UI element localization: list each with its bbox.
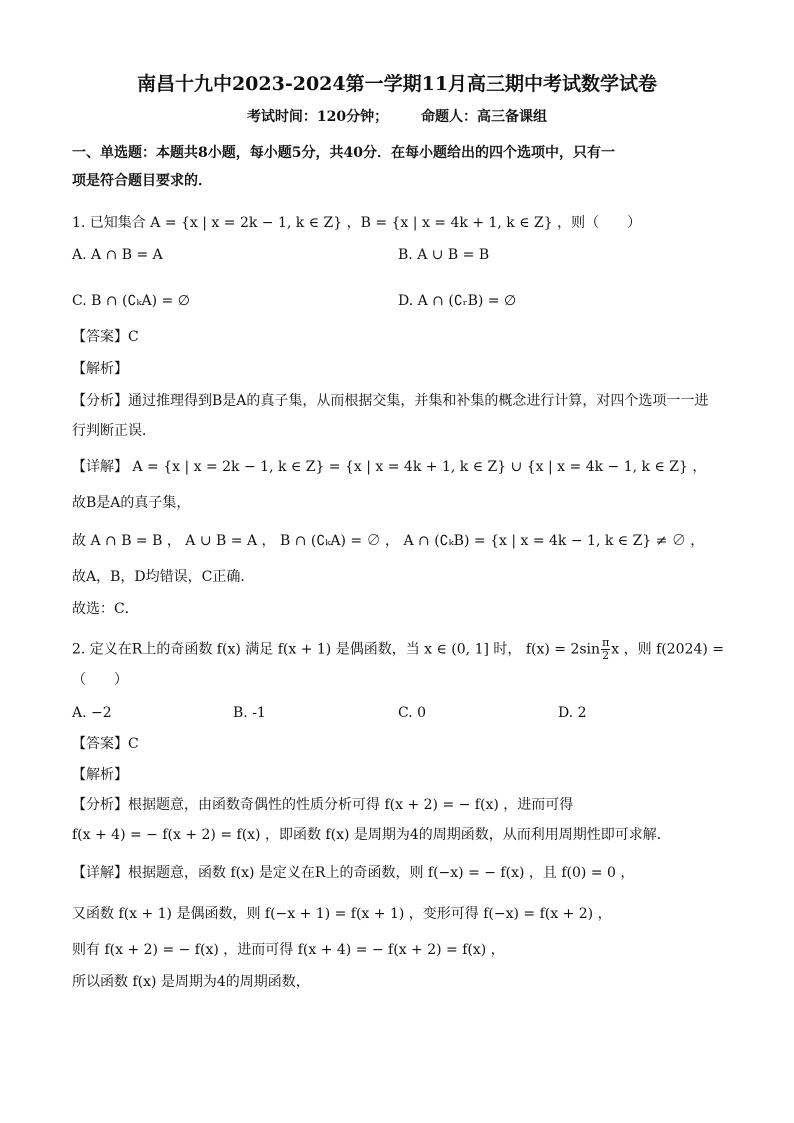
q2-detail-line2: 又函数 f(x + 1) 是偶函数，则 f(−x + 1) = f(x + 1) ，变形可得 f(−x) = f(x + 2) ， [72, 906, 612, 922]
page-title: 南昌十九中2023-2024第一学期11月高三期中考试数学试卷 [136, 73, 658, 95]
section-heading-line1: 一、单选题：本题共8小题，每小题5分，共40分．在每小题给出的四个选项中，只有一 [72, 145, 615, 161]
q1-option-d: D. A ∩ (∁ᵣB) = ∅ [398, 293, 517, 309]
q2-stem-part1: 2. 定义在R上的奇函数 f(x) 满足 f(x + 1) 是偶函数，当 x ∈ (0, 1] 时， f(x) = 2sin [72, 641, 601, 658]
section-heading-line2: 项是符合题目要求的． [72, 173, 212, 189]
q2-stem-part2: x ，则 f(2024) = [611, 641, 725, 658]
fraction-denominator: 2 [602, 649, 610, 662]
q2-detail-line1: 【详解】根据题意，函数 f(x) 是定义在R上的奇函数，则 f(−x) = − f(x) ，且 f(0) = 0 ， [72, 865, 635, 881]
q2-option-a: A. −2 [72, 705, 112, 721]
q2-stem [72, 637, 724, 662]
q1-detail-line2: 故B是A的真子集， [72, 495, 191, 511]
q2-option-c: C. 0 [398, 705, 427, 721]
q2-fenxi-line2: f(x + 4) = − f(x + 2) = f(x) ，即函数 f(x) 是周期为4的周期函数，从而利用周期性即可求解． [72, 827, 671, 843]
q2-analysis-tag: 【解析】 [72, 767, 128, 783]
q1-fenxi-line1: 【分析】通过推理得到B是A的真子集，从而根据交集，并集和补集的概念进行计算，对四个选项一一进 [72, 393, 709, 409]
q1-option-c: C. B ∩ (∁ₖA) = ∅ [72, 293, 190, 309]
q1-detail-line1: 【详解】 A = {x | x = 2k − 1, k ∈ Z} = {x | x = 4k + 1, k ∈ Z} ∪ {x | x = 4k − 1, k ∈ Z} ， [72, 459, 707, 475]
q2-stem-line2: （ ） [72, 672, 128, 688]
q2-option-b: B. -1 [233, 705, 266, 721]
fraction-numerator: π [602, 636, 610, 649]
q2-answer: 【答案】C [72, 736, 139, 752]
exam-info [0, 108, 794, 126]
q1-fenxi-line2: 行判断正误． [72, 423, 156, 439]
q1-detail-line4: 故A，B，D均错误，C正确． [72, 569, 255, 585]
q1-detail-line3: 故 A ∩ B = B ， A ∪ B = A ， B ∩ (∁ₖA) = ∅ ， A ∩ (∁ₖB) = {x | x = 4k − 1, k ∈ Z} ≠ ∅ ， [72, 533, 705, 549]
q1-stem: 1. 已知集合 A = {x | x = 2k − 1, k ∈ Z} ，B = {x | x = 4k + 1, k ∈ Z} ，则（ ） [72, 215, 642, 231]
q1-option-b: B. A ∪ B = B [398, 247, 490, 263]
exam-author: 命题人：高三备课组 [421, 109, 548, 125]
q1-conclusion: 故选：C． [72, 601, 139, 617]
q1-answer: 【答案】C [72, 329, 139, 345]
q2-fenxi-line1: 【分析】根据题意，由函数奇偶性的性质分析可得 f(x + 2) = − f(x) ，进而可得 [72, 797, 574, 813]
pi-over-2-fraction [601, 637, 610, 662]
q1-options-row1 [72, 246, 163, 264]
q2-option-d: D. 2 [558, 705, 587, 721]
q2-detail-line4: 所以函数 f(x) 是周期为4的周期函数， [72, 974, 310, 990]
q2-detail-line3: 则有 f(x + 2) = − f(x) ，进而可得 f(x + 4) = − f(x + 2) = f(x) ， [72, 942, 505, 958]
exam-time: 考试时间：120分钟； [246, 109, 389, 125]
q1-analysis-tag: 【解析】 [72, 361, 128, 377]
q1-option-a: A. A ∩ B = A [72, 247, 163, 263]
